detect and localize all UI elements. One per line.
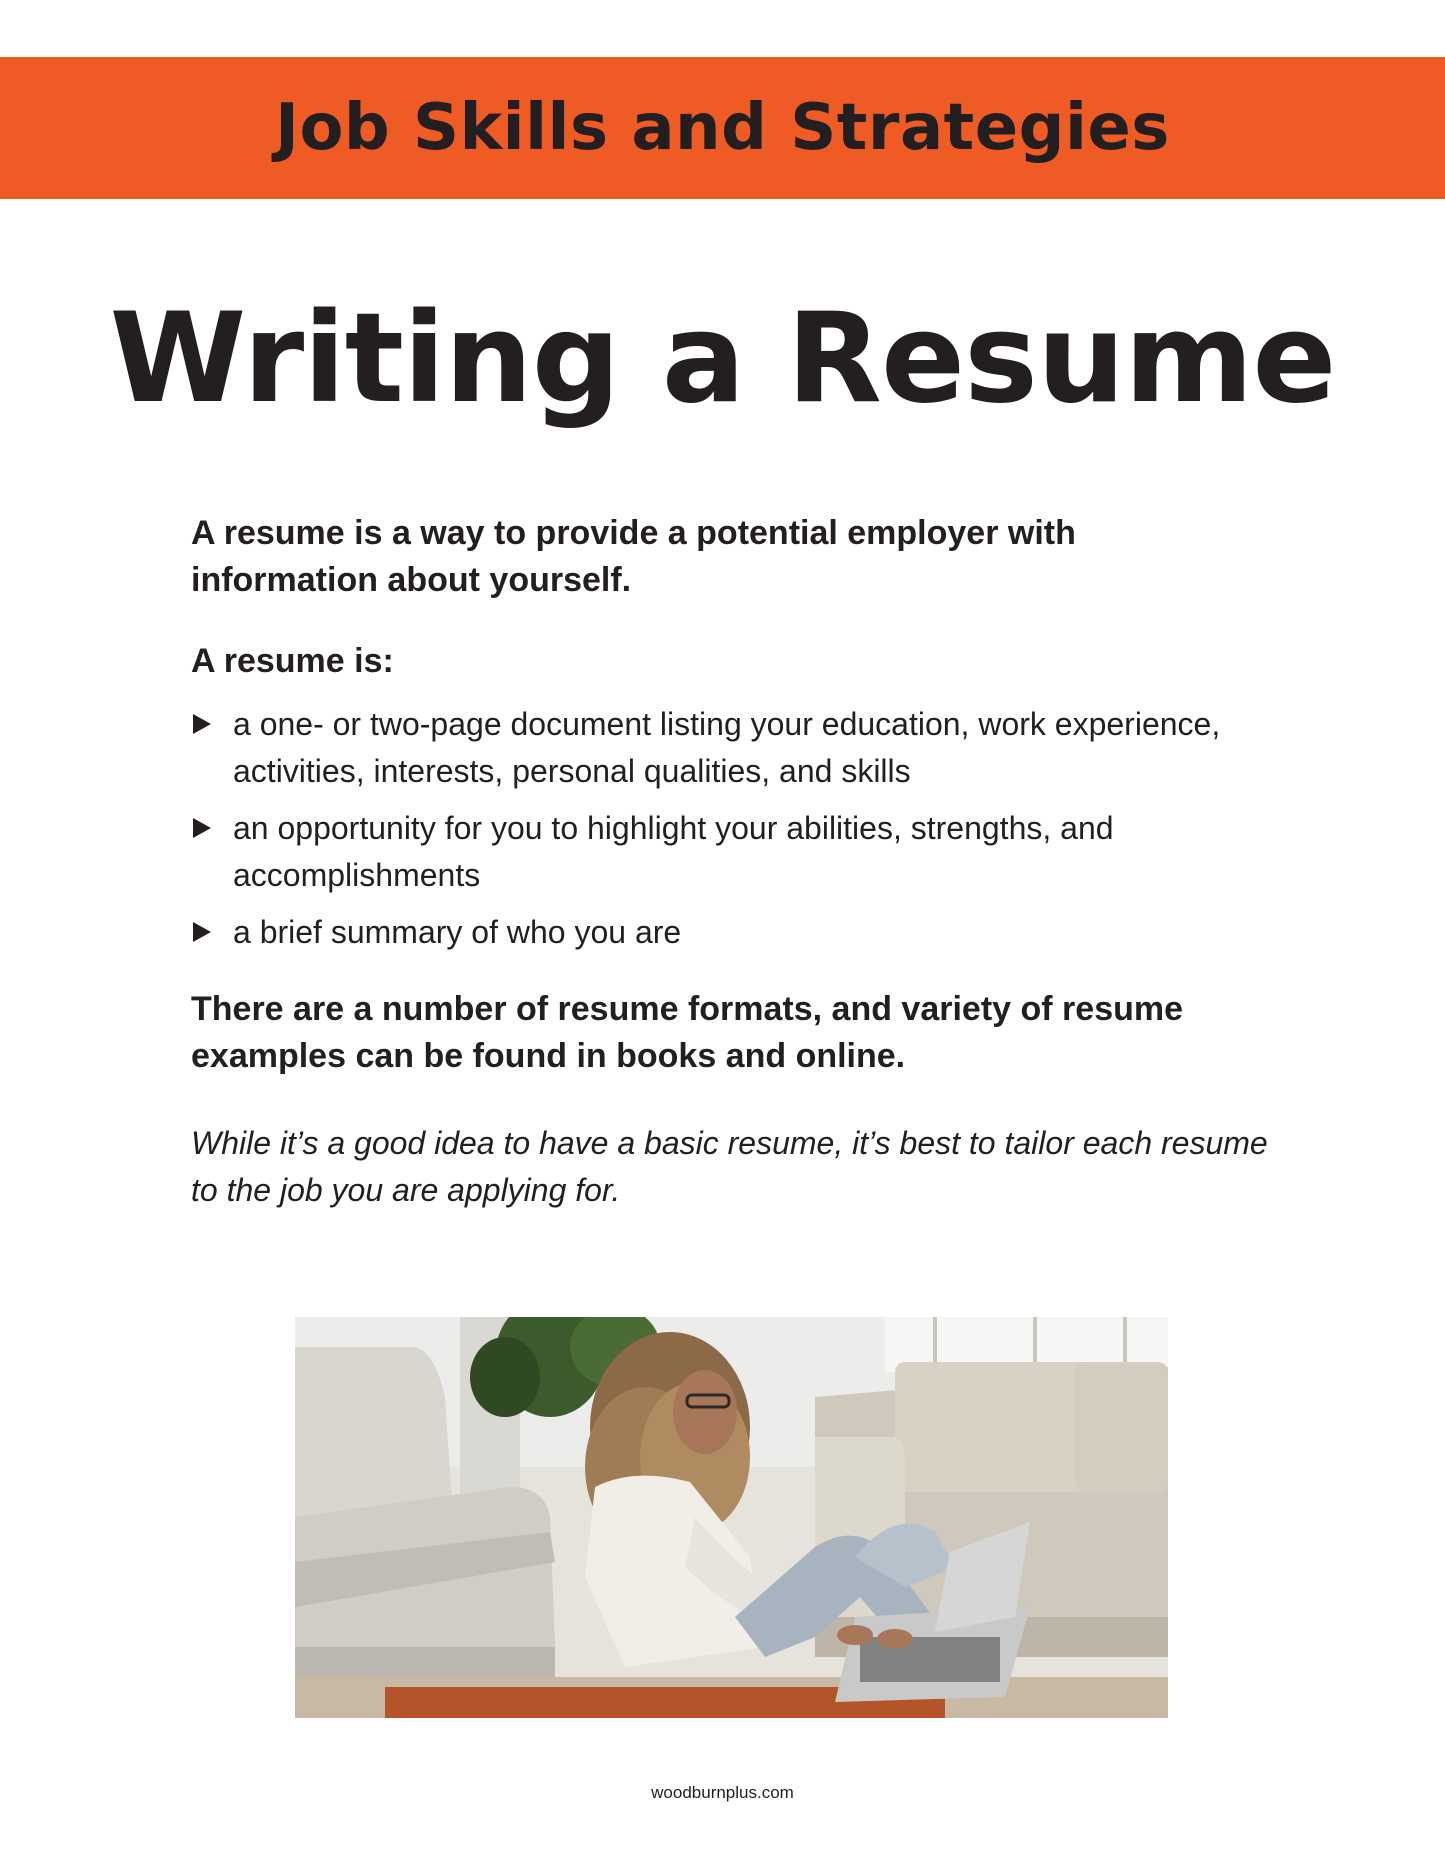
main-content (191, 510, 1271, 1214)
header-title: Job Skills and Strategies (275, 91, 1170, 165)
bullet-item (191, 805, 1233, 899)
bullet-list (191, 701, 1271, 956)
triangle-right-icon (193, 922, 211, 942)
bullet-text: a one- or two-page document listing your education, work experience, activities, interests, personal qualities, and skills (233, 706, 1221, 789)
photo-woman-with-laptop (295, 1317, 1168, 1718)
list-heading: A resume is: (191, 642, 394, 680)
footer-url: woodburnplus.com (651, 1783, 794, 1802)
bullet-item (191, 701, 1233, 795)
tip-text: While it’s a good idea to have a basic resume, it’s best to tailor each resume to the job you are applying for. (191, 1125, 1268, 1208)
formats-note: There are a number of resume formats, and variety of resume examples can be found in books and online. (191, 990, 1184, 1075)
bullet-text: a brief summary of who you are (233, 914, 682, 950)
triangle-right-icon (193, 818, 211, 838)
header-bar (0, 57, 1445, 199)
page-title: Writing a Resume (109, 287, 1336, 431)
bullet-text: an opportunity for you to highlight your abilities, strengths, and accomplishments (233, 810, 1114, 893)
bullet-item (191, 909, 1233, 956)
triangle-right-icon (193, 714, 211, 734)
intro-paragraph: A resume is a way to provide a potential employer with information about yourself. (191, 514, 1076, 599)
